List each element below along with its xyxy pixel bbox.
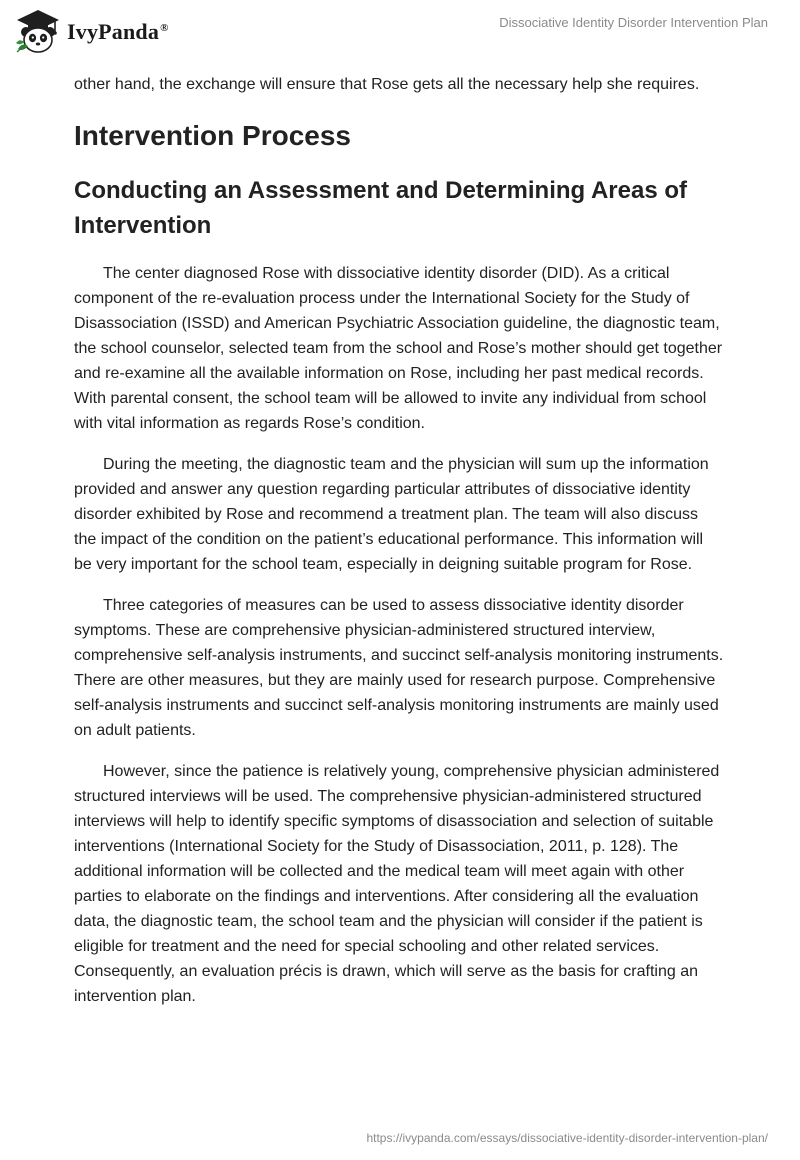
brand-name (67, 19, 169, 45)
brand-name-text: IvyPanda (67, 19, 160, 44)
panda-graduation-cap-icon (14, 8, 62, 54)
body-paragraph: During the meeting, the diagnostic team and the physician will sum up the information provided and answer any question regarding particular attributes of dissociative identity disorder exhibited by Rose and recommend a treatment plan. The team will also discuss the impact of the condition on the patient’s educational performance. This information will be very important for the school team, especially in deigning suitable program for Rose. (74, 456, 709, 573)
body-paragraph: Three categories of measures can be used to assess dissociative identity disorder symptoms. These are comprehensive physician-administered structured interview, comprehensive self-analysis instruments, and succinct self-analysis monitoring instruments. There are other measures, but they are mainly used for research purpose. Comprehensive self-analysis instruments and succinct self-analysis monitoring instruments are mainly used on adult patients. (74, 597, 724, 739)
ivypanda-logo[interactable] (14, 8, 169, 54)
body-paragraph: The center diagnosed Rose with dissociative identity disorder (DID). As a critical component of the re-evaluation process under the International Society for the Study of Disassociation (ISSD) and American Psychiatric Association guideline, the diagnostic team, the school counselor, selected team from the school and Rose’s mother should get together and re-examine all the available information on Rose, including her past medical records. With parental consent, the school team will be allowed to invite any individual from school with vital information as regards Rose’s condition. (74, 265, 723, 432)
intro-paragraph: other hand, the exchange will ensure that Rose gets all the necessary help she requires. (74, 76, 700, 93)
body-paragraph: However, since the patience is relatively young, comprehensive physician administered structured interviews will be used. The comprehensive physician-administered structured interviews will help to identify specific symptoms of disassociation and selection of suitable interventions (International Society for the Study of Disassociation, 2011, p. 128). The additional information will be collected and the medical team will meet again with other parties to elaborate on the findings and interventions. After considering all the evaluation data, the diagnostic team, the school team and the physician will consider if the patient is eligible for treatment and the need for special schooling and other related services. Consequently, an evaluation précis is drawn, which will serve as the basis for crafting an intervention plan. (74, 763, 720, 1005)
section-subheading: Conducting an Assessment and Determining Areas of Intervention (74, 177, 687, 239)
source-url[interactable]: https://ivypanda.com/essays/dissociative-identity-disorder-intervention-plan/ (366, 1131, 768, 1145)
registered-mark: ® (160, 21, 169, 34)
document-title: Dissociative Identity Disorder Intervention Plan (499, 15, 768, 30)
page-header (0, 0, 800, 60)
essay-content (74, 72, 724, 1009)
section-heading: Intervention Process (74, 120, 351, 151)
